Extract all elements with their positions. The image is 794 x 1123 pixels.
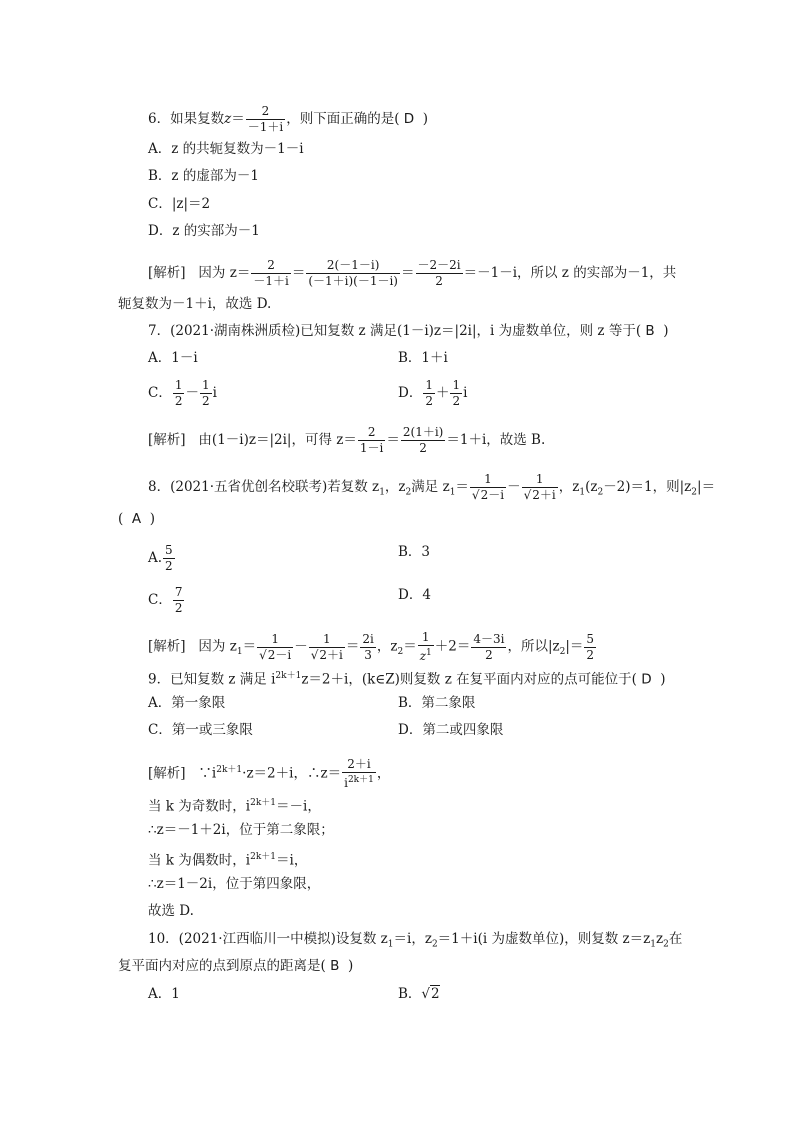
- denominator: －1＋i: [247, 120, 284, 134]
- q9-line-second-quadrant: ∴z＝－1＋2i，位于第二象限；: [148, 822, 334, 838]
- equals: ＝: [345, 638, 360, 655]
- subscript: 1: [449, 487, 456, 498]
- q7-option-a: A．1－i: [148, 350, 198, 366]
- frac: [358, 425, 385, 456]
- q7-answer: B: [645, 323, 655, 339]
- equals: ＝: [231, 111, 245, 127]
- superscript: 2k＋1: [275, 671, 302, 681]
- text: ，z: [384, 479, 406, 495]
- q10-stem-text: 10．(2021·江西临川一中模拟)设复数 z: [148, 931, 388, 947]
- frac: [450, 378, 462, 409]
- subscript: 2: [559, 647, 566, 658]
- frac: [173, 378, 185, 409]
- q10-option-b: B．√2: [398, 986, 440, 1002]
- frac: [257, 632, 293, 663]
- denominator: 3: [364, 647, 372, 662]
- numerator: 4－3i: [473, 631, 505, 646]
- denominator: 2: [485, 647, 493, 662]
- jiexi-label: [解析]: [148, 765, 186, 782]
- text: ，所以|z: [507, 638, 560, 655]
- text: ＝1＋i(i 为虚数单位)，则复数 z＝z: [437, 931, 651, 947]
- superscript: 2k＋1: [250, 852, 276, 862]
- q8-option-c: [148, 585, 185, 616]
- text: ＋i: [539, 488, 556, 502]
- q8-option-d: D．4: [398, 587, 431, 603]
- text: (z: [585, 479, 598, 495]
- denominator: √2－i: [259, 647, 292, 662]
- text: －i: [275, 647, 292, 662]
- q8-option-b: B．3: [398, 544, 431, 560]
- q6-option-a: A．z 的共轭复数为－1－i: [148, 141, 304, 157]
- paren-close: ): [149, 511, 155, 527]
- frac: [342, 757, 376, 791]
- q9-stem-text-2: z＝2＋i，(k∈Z)则复数 z 在复平面内对应的点可能位于(: [301, 671, 637, 688]
- numerator: 1: [470, 472, 506, 488]
- q10-answer: B: [330, 958, 340, 974]
- option-label: C．: [148, 592, 172, 608]
- radicand: 2: [319, 647, 327, 662]
- var-z: z: [224, 111, 232, 127]
- numerator: 1: [201, 378, 210, 392]
- q9-option-d: D．第二或四象限: [398, 722, 504, 738]
- text: －2)＝1，则|z: [603, 479, 692, 495]
- subscript: 1: [579, 487, 586, 498]
- text: |＝: [697, 479, 716, 495]
- superscript: 2k＋1: [250, 798, 276, 808]
- denominator: －1＋i: [253, 274, 289, 288]
- q9-solution: [148, 757, 390, 791]
- q9-line-conclusion: 故选 D.: [148, 903, 194, 919]
- q6-solution-line2: 轭复数为－1＋i，故选 D.: [118, 296, 272, 312]
- frac: [471, 632, 506, 663]
- denominator: (－1＋i)(－1－i): [308, 274, 398, 288]
- q7-option-d: [398, 378, 467, 409]
- text: ＋i: [327, 647, 343, 662]
- q9-option-a: A．第一象限: [148, 695, 226, 711]
- denominator: 2: [435, 274, 443, 288]
- text: z: [655, 931, 664, 947]
- numerator: 7: [174, 585, 183, 599]
- text: 在: [668, 931, 683, 947]
- sol-text: 因为 z＝: [198, 265, 251, 281]
- denominator: 2: [452, 394, 461, 408]
- numerator: 2(1＋i): [402, 425, 444, 439]
- subscript: 2: [663, 939, 669, 950]
- q7-solution: [148, 425, 545, 456]
- text: ，z: [558, 479, 580, 495]
- numerator: 1: [425, 378, 433, 392]
- numerator: 1: [418, 630, 434, 646]
- frac: [360, 632, 375, 663]
- var-z: z: [419, 649, 427, 663]
- option-label: B．: [398, 986, 422, 1002]
- numerator: 2: [246, 104, 285, 120]
- q6-option-b: B．z 的虚部为－1: [148, 168, 259, 184]
- minus: －: [294, 638, 308, 655]
- numerator: 2i: [362, 631, 374, 646]
- numerator: －2－2i: [417, 258, 461, 272]
- option-label: D．: [398, 385, 423, 401]
- numerator: 2(－1－i): [306, 258, 400, 274]
- denominator: 2: [174, 601, 183, 615]
- imag-unit: i: [212, 385, 217, 401]
- text: ＝－i，: [276, 798, 321, 815]
- denominator: √2＋i: [310, 647, 343, 662]
- q6-stem: [148, 104, 428, 135]
- equals: ＝: [403, 638, 417, 655]
- q9-line-even: [148, 848, 307, 870]
- q10-stem: [148, 930, 682, 954]
- denominator: √2＋i: [523, 488, 556, 502]
- minus: －: [507, 479, 521, 495]
- denominator: 1－i: [359, 441, 384, 455]
- numerator: 2: [251, 258, 290, 274]
- text: |＝: [565, 638, 584, 655]
- denominator: 2: [419, 441, 427, 455]
- q6-answer: D: [403, 111, 415, 127]
- frac: [584, 632, 596, 663]
- subscript: 2: [397, 647, 404, 658]
- text: ＋2＝: [434, 638, 471, 655]
- q9-option-b: B．第二象限: [398, 695, 476, 711]
- q9-stem: [148, 667, 665, 689]
- frac: [173, 585, 185, 616]
- text: 复平面内对应的点到原点的距离是(: [118, 958, 326, 974]
- paren-close: ): [663, 323, 669, 339]
- equals: ＝: [401, 265, 415, 281]
- text: ，: [376, 765, 391, 782]
- subscript: 2: [597, 487, 604, 498]
- sol-tail: ＝1＋i，故选 B.: [446, 432, 546, 448]
- jiexi-label: [解析]: [148, 265, 186, 281]
- frac: [423, 378, 435, 409]
- q6-option-d: D．z 的实部为－1: [148, 223, 260, 239]
- numerator: 1: [174, 378, 183, 392]
- frac: [306, 258, 400, 289]
- q8-answer: A: [131, 511, 142, 527]
- numerator: 1: [452, 378, 461, 392]
- subscript: 1: [650, 939, 656, 950]
- subscript: 2: [405, 487, 412, 498]
- paren-close: ): [422, 111, 429, 127]
- q7-stem-text: 7．(2021·湖南株洲质检)已知复数 z 满足(1－i)z＝|2i|，i 为虚数单位，则 z 等于(: [148, 323, 642, 339]
- q9-answer: D: [641, 671, 652, 688]
- q7-option-c: [148, 378, 217, 409]
- text: ＝i，: [276, 852, 308, 869]
- numerator: 1: [522, 472, 558, 488]
- plus: ＋: [435, 385, 450, 401]
- numerator: 5: [586, 631, 595, 646]
- q6-stem-text: 如果复数: [170, 111, 225, 127]
- numerator: 2: [358, 425, 385, 441]
- superscript: 2k＋1: [216, 765, 243, 775]
- denominator: 2: [165, 559, 173, 573]
- paren-close: ): [660, 671, 666, 688]
- equals: ＝: [242, 638, 257, 655]
- numerator: 1: [309, 632, 345, 648]
- denominator: √2－i: [471, 488, 505, 502]
- q8-stem: [148, 472, 715, 503]
- frac: [522, 472, 558, 503]
- subscript: 1: [236, 647, 243, 658]
- imag-unit: i: [463, 385, 468, 401]
- superscript: 2k＋1: [347, 775, 374, 785]
- equals: ＝: [455, 479, 469, 495]
- denominator: 2: [586, 647, 595, 662]
- text: i: [344, 776, 348, 790]
- q6-solution: [148, 258, 676, 289]
- sol-text: 由(1－i)z＝|2i|，可得 z＝: [198, 432, 357, 448]
- frac: [163, 543, 175, 574]
- sol-text: ∵i: [198, 765, 217, 782]
- sol-text: 因为 z: [198, 638, 237, 655]
- subscript: 2: [691, 487, 698, 498]
- denominator: [342, 773, 376, 791]
- text: 当 k 为奇数时，i: [148, 798, 251, 815]
- option-label: C．: [148, 385, 172, 401]
- q6-option-c: C．|z|＝2: [148, 196, 211, 212]
- radicand: 2: [267, 647, 276, 662]
- q6-fraction: [246, 104, 285, 135]
- q9-option-c: C．第一或三象限: [148, 722, 253, 738]
- q8-option-a: [148, 543, 176, 574]
- frac: [200, 378, 212, 409]
- equals: ＝: [386, 432, 400, 448]
- numerator: 5: [165, 543, 173, 557]
- q6-number: 6．: [148, 111, 171, 127]
- q8-answer-line: [118, 510, 155, 528]
- superscript: 1: [426, 648, 432, 658]
- radicand: 2: [480, 488, 489, 502]
- text: ＝i，z: [393, 931, 432, 947]
- numerator: 2＋i: [342, 757, 376, 773]
- denominator: 2: [425, 394, 433, 408]
- frac: [470, 472, 506, 503]
- q9-line-odd: [148, 794, 321, 816]
- jiexi-label: [解析]: [148, 432, 186, 448]
- q8-solution: [148, 630, 597, 664]
- frac: [416, 258, 463, 289]
- sol-tail: ＝－1－i，所以 z 的实部为－1，共: [463, 265, 677, 281]
- q9-line-fourth-quadrant: ∴z＝1－2i，位于第四象限，: [148, 876, 321, 892]
- q7-option-b: B．1＋i: [398, 350, 448, 366]
- q6-tail: ，则下面正确的是(: [286, 111, 400, 127]
- denominator: 2: [201, 394, 210, 408]
- subscript: 1: [387, 939, 394, 950]
- paren-close: ): [347, 958, 354, 974]
- q10-stem-line2: [118, 957, 353, 975]
- frac: [309, 632, 345, 663]
- radicand: 2: [431, 986, 440, 1002]
- radicand: 2: [532, 488, 540, 502]
- q8-stem-text: 8．(2021·五省优创名校联考)若复数 z: [148, 479, 380, 495]
- denominator: 2: [174, 394, 183, 408]
- text: 满足 z: [411, 479, 450, 495]
- paren-open: (: [118, 511, 124, 527]
- subscript: 1: [379, 487, 385, 498]
- frac: [401, 425, 445, 456]
- q7-stem: [148, 322, 669, 340]
- sol-text-2: ·z＝2＋i，∴z＝: [242, 765, 342, 782]
- text: ，z: [376, 638, 398, 655]
- subscript: 2: [431, 939, 438, 950]
- minus: －: [185, 385, 199, 401]
- q10-option-a: A．1: [148, 986, 180, 1002]
- frac: [418, 630, 434, 664]
- text: 当 k 为偶数时，i: [148, 852, 251, 869]
- jiexi-label: [解析]: [148, 638, 186, 655]
- q9-stem-text: 9．已知复数 z 满足 i: [148, 671, 276, 688]
- option-label: A.: [148, 550, 163, 566]
- equals: ＝: [291, 265, 306, 281]
- numerator: 1: [257, 632, 293, 648]
- text: －i: [488, 488, 505, 502]
- frac: [251, 258, 290, 289]
- denominator: [418, 646, 434, 664]
